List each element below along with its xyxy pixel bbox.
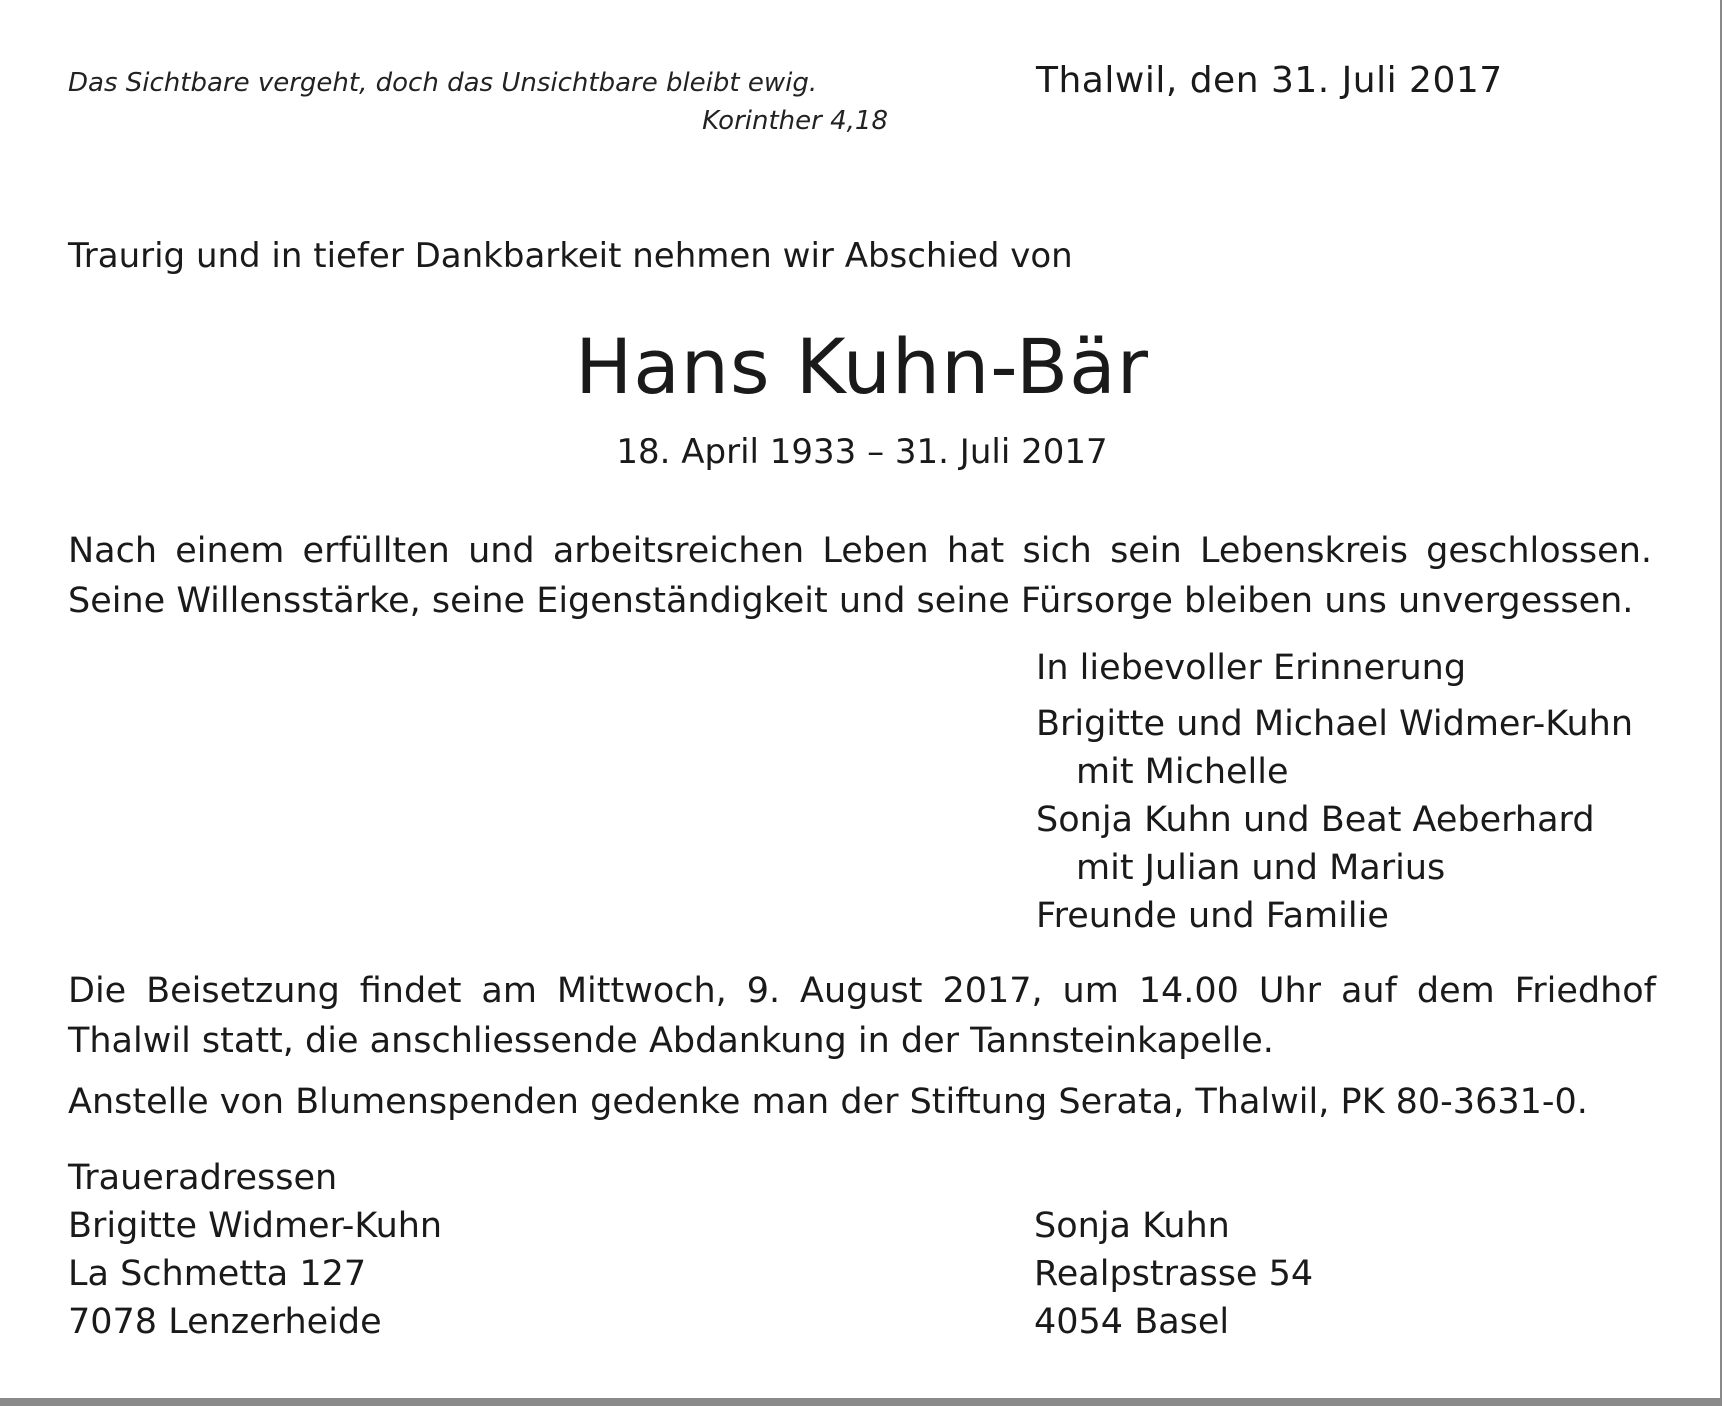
mourner-line: mit Michelle bbox=[1076, 752, 1289, 792]
address-left-city: 7078 Lenzerheide bbox=[68, 1302, 382, 1342]
address-right bbox=[1034, 1202, 1313, 1346]
mourner-line: Freunde und Familie bbox=[1036, 896, 1389, 936]
address-left bbox=[68, 1154, 442, 1346]
addresses-heading: Traueradressen bbox=[68, 1158, 338, 1198]
place-date: Thalwil, den 31. Juli 2017 bbox=[1036, 60, 1503, 101]
mourner-line: Brigitte und Michael Widmer-Kuhn bbox=[1036, 704, 1633, 744]
address-right-city: 4054 Basel bbox=[1034, 1302, 1230, 1342]
mourners-block bbox=[1036, 644, 1633, 940]
tribute-line-1: Nach einem erfüllten und arbeitsreichen Leben hat sich sein Lebenskreis geschlossen. bbox=[68, 531, 1652, 571]
address-right-street: Realpstrasse 54 bbox=[1034, 1254, 1314, 1294]
donation-note: Anstelle von Blumenspenden gedenke man der Stiftung Serata, Thalwil, PK 80-3631-0. bbox=[68, 1082, 1588, 1122]
tribute-line-2: Seine Willensstärke, seine Eigenständigkeit und seine Fürsorge bleiben uns unvergessen. bbox=[68, 581, 1634, 621]
motto-reference: Korinther 4,18 bbox=[702, 106, 888, 136]
address-right-name: Sonja Kuhn bbox=[1034, 1206, 1230, 1246]
tribute-paragraph bbox=[68, 526, 1652, 626]
ceremony-paragraph bbox=[68, 966, 1656, 1066]
motto-quote: Das Sichtbare vergeht, doch das Unsichtbare bleibt ewig. bbox=[68, 68, 818, 98]
mourner-line: Sonja Kuhn und Beat Aeberhard bbox=[1036, 800, 1595, 840]
ceremony-line-1: Die Beisetzung findet am Mittwoch, 9. August 2017, um 14.00 Uhr auf dem Friedhof bbox=[68, 971, 1656, 1011]
motto-block bbox=[68, 64, 888, 140]
address-left-street: La Schmetta 127 bbox=[68, 1254, 367, 1294]
address-left-name: Brigitte Widmer-Kuhn bbox=[68, 1206, 443, 1246]
intro-text: Traurig und in tiefer Dankbarkeit nehmen wir Abschied von bbox=[68, 236, 1073, 276]
deceased-name: Hans Kuhn-Bär bbox=[575, 322, 1149, 411]
mourners-heading: In liebevoller Erinnerung bbox=[1036, 648, 1467, 688]
mourner-line: mit Julian und Marius bbox=[1076, 848, 1446, 888]
ceremony-line-2: Thalwil statt, die anschliessende Abdankung in der Tannsteinkapelle. bbox=[68, 1021, 1274, 1061]
life-dates: 18. April 1933 – 31. Juli 2017 bbox=[616, 432, 1108, 472]
